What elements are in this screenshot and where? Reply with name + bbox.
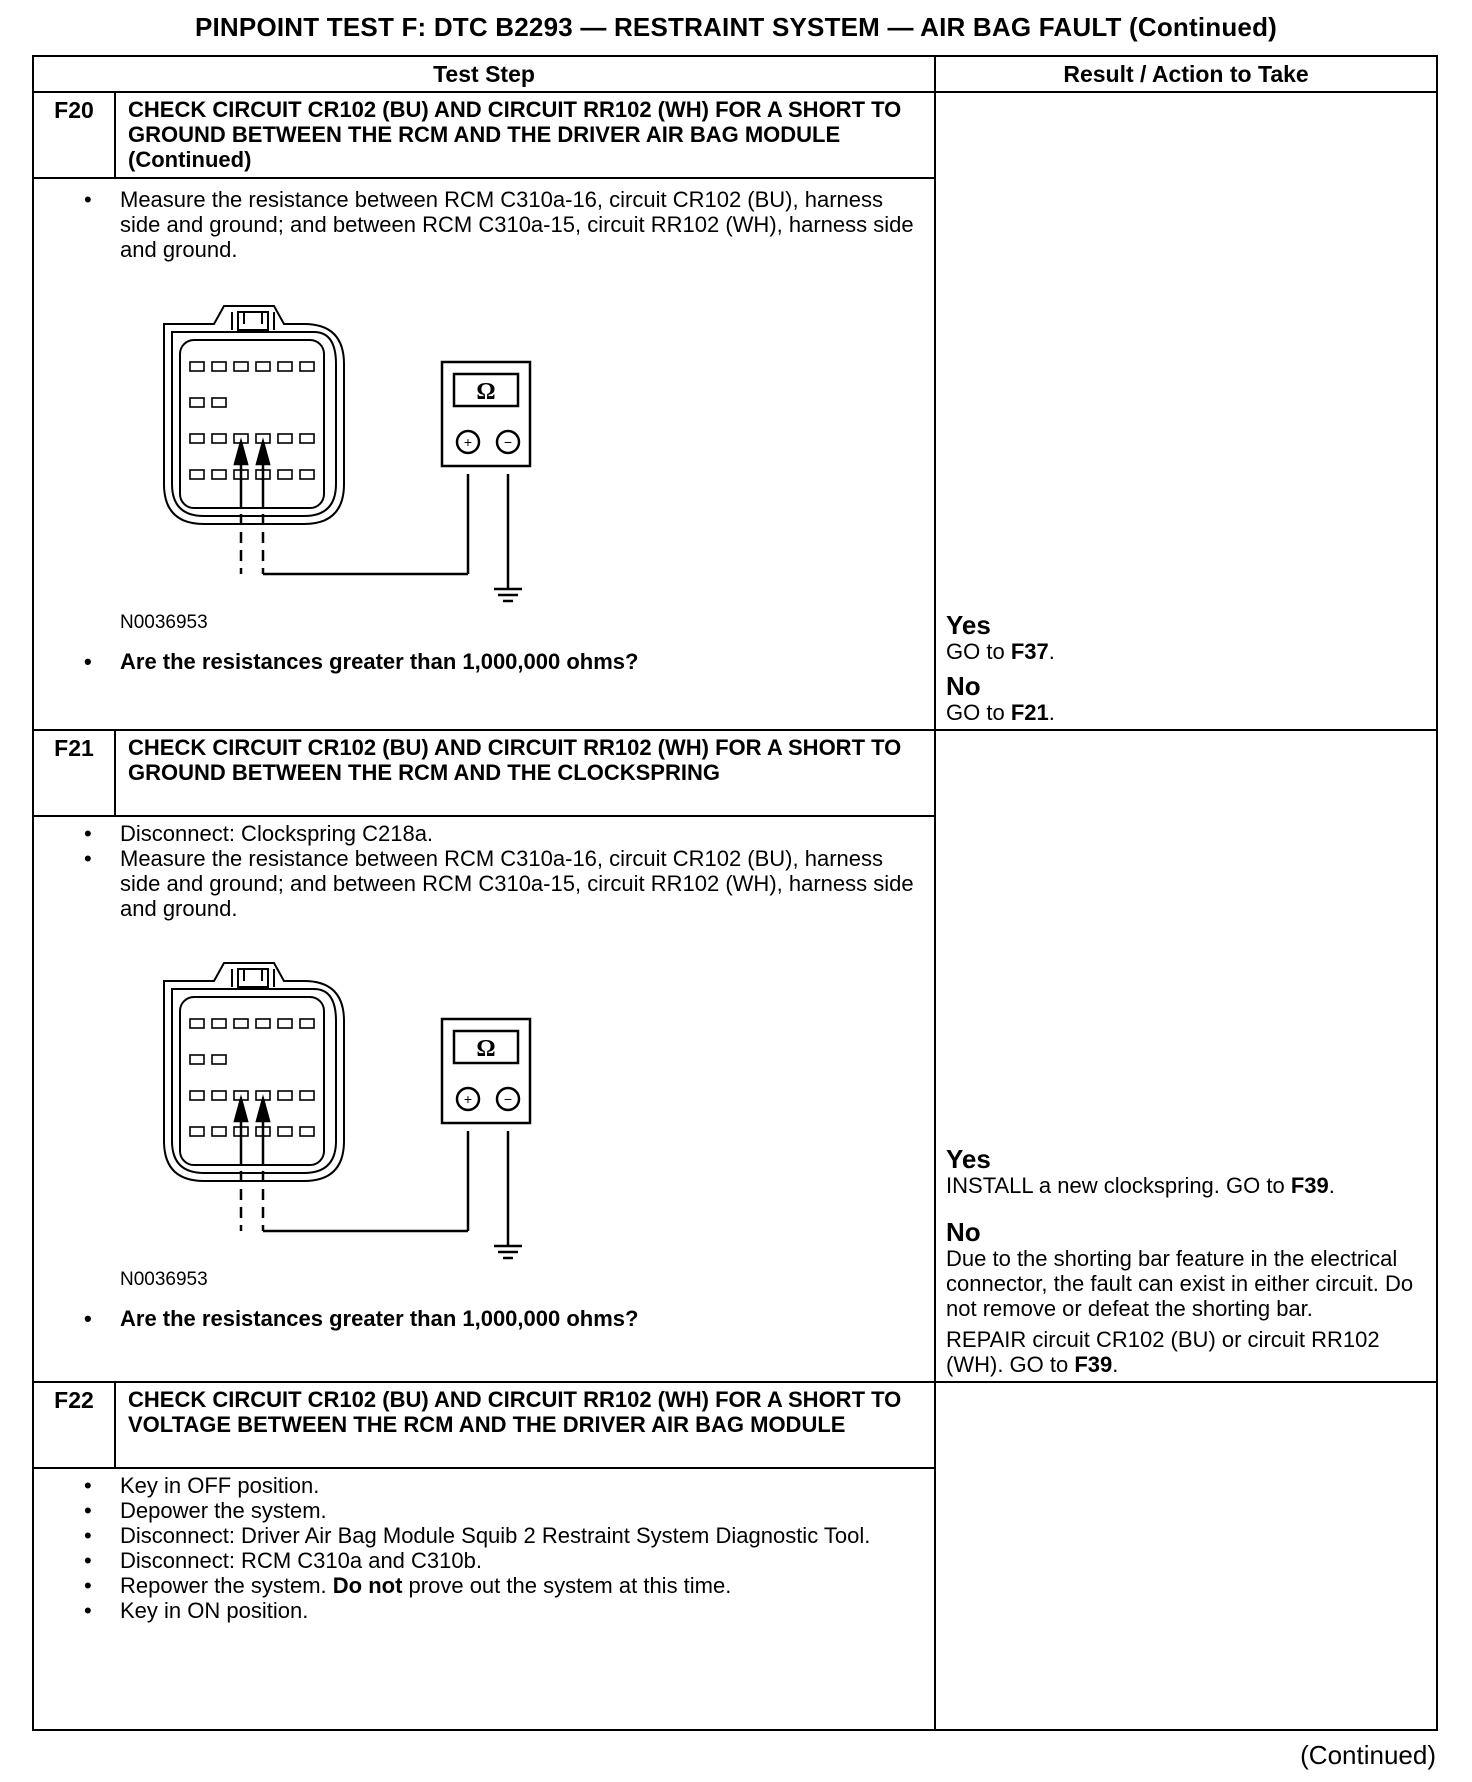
yes-action: GO to F37. bbox=[946, 639, 1055, 664]
instruction: • Disconnect: Clockspring C218a. bbox=[84, 821, 924, 846]
instruction: • Key in OFF position. bbox=[84, 1473, 924, 1498]
svg-text:−: − bbox=[503, 434, 513, 450]
ohm-symbol: Ω bbox=[476, 1036, 496, 1062]
svg-text:+: + bbox=[463, 1091, 473, 1107]
no-label: No bbox=[946, 671, 981, 701]
yes-label: Yes bbox=[946, 1144, 991, 1174]
figure-id: N0036953 bbox=[120, 612, 208, 633]
instruction: • Key in ON position. bbox=[84, 1598, 924, 1623]
instruction: • Repower the system. Do not prove out the system at this time. bbox=[84, 1573, 924, 1598]
yes-label: Yes bbox=[946, 610, 991, 640]
column-header-step: Test Step bbox=[33, 56, 935, 92]
step-id: F22 bbox=[33, 1382, 115, 1468]
no-explanation: Due to the shorting bar feature in the electrical connector, the fault can exist in either circuit. Do not remove or defeat the shorting bar. bbox=[946, 1246, 1414, 1321]
step-heading: CHECK CIRCUIT CR102 (BU) AND CIRCUIT RR102 (WH) FOR A SHORT TO GROUND BETWEEN THE RCM AND THE DRIVER AIR BAG MODULE (Continued) bbox=[115, 92, 935, 178]
question: • Are the resistances greater than 1,000,000 ohms? bbox=[84, 1306, 924, 1331]
step-id: F21 bbox=[33, 730, 115, 816]
svg-text:−: − bbox=[503, 1091, 513, 1107]
svg-text:+: + bbox=[463, 434, 473, 450]
continued-note: (Continued) bbox=[1300, 1740, 1436, 1770]
figure-id: N0036953 bbox=[120, 1269, 208, 1290]
step-id: F20 bbox=[33, 92, 115, 178]
no-label: No bbox=[946, 1217, 981, 1247]
instruction: • Measure the resistance between RCM C310a-16, circuit CR102 (BU), harness side and ground; and between RCM C310a-15, circuit RR102 (WH), harness side and ground. bbox=[84, 846, 924, 921]
ohm-symbol: Ω bbox=[476, 379, 496, 405]
step-body bbox=[33, 178, 935, 730]
instruction: • Depower the system. bbox=[84, 1498, 924, 1523]
question: • Are the resistances greater than 1,000,000 ohms? bbox=[84, 649, 924, 674]
column-header-result: Result / Action to Take bbox=[935, 56, 1437, 92]
no-action: GO to F21. bbox=[946, 700, 1055, 725]
step-body bbox=[33, 1468, 935, 1730]
no-action: REPAIR circuit CR102 (BU) or circuit RR102 (WH). GO to F39. bbox=[946, 1327, 1380, 1377]
step-heading: CHECK CIRCUIT CR102 (BU) AND CIRCUIT RR102 (WH) FOR A SHORT TO GROUND BETWEEN THE RCM AND THE CLOCKSPRING bbox=[115, 730, 935, 816]
connector-diagram bbox=[144, 961, 564, 1261]
step-heading: CHECK CIRCUIT CR102 (BU) AND CIRCUIT RR102 (WH) FOR A SHORT TO VOLTAGE BETWEEN THE RCM AND THE DRIVER AIR BAG MODULE bbox=[115, 1382, 935, 1468]
result-cell bbox=[935, 92, 1437, 730]
page-title: PINPOINT TEST F: DTC B2293 — RESTRAINT SYSTEM — AIR BAG FAULT (Continued) bbox=[194, 12, 1278, 42]
instruction: • Disconnect: Driver Air Bag Module Squib 2 Restraint System Diagnostic Tool. bbox=[84, 1523, 924, 1548]
result-cell bbox=[935, 1382, 1437, 1730]
instruction: • Disconnect: RCM C310a and C310b. bbox=[84, 1548, 924, 1573]
result-cell bbox=[935, 730, 1437, 1382]
pinpoint-test-table bbox=[32, 55, 1438, 1731]
step-body bbox=[33, 816, 935, 1382]
yes-action: INSTALL a new clockspring. GO to F39. bbox=[946, 1173, 1335, 1198]
connector-diagram bbox=[144, 304, 564, 604]
instruction: • Measure the resistance between RCM C310a-16, circuit CR102 (BU), harness side and ground; and between RCM C310a-15, circuit RR102 (WH), harness side and ground. bbox=[84, 187, 924, 262]
